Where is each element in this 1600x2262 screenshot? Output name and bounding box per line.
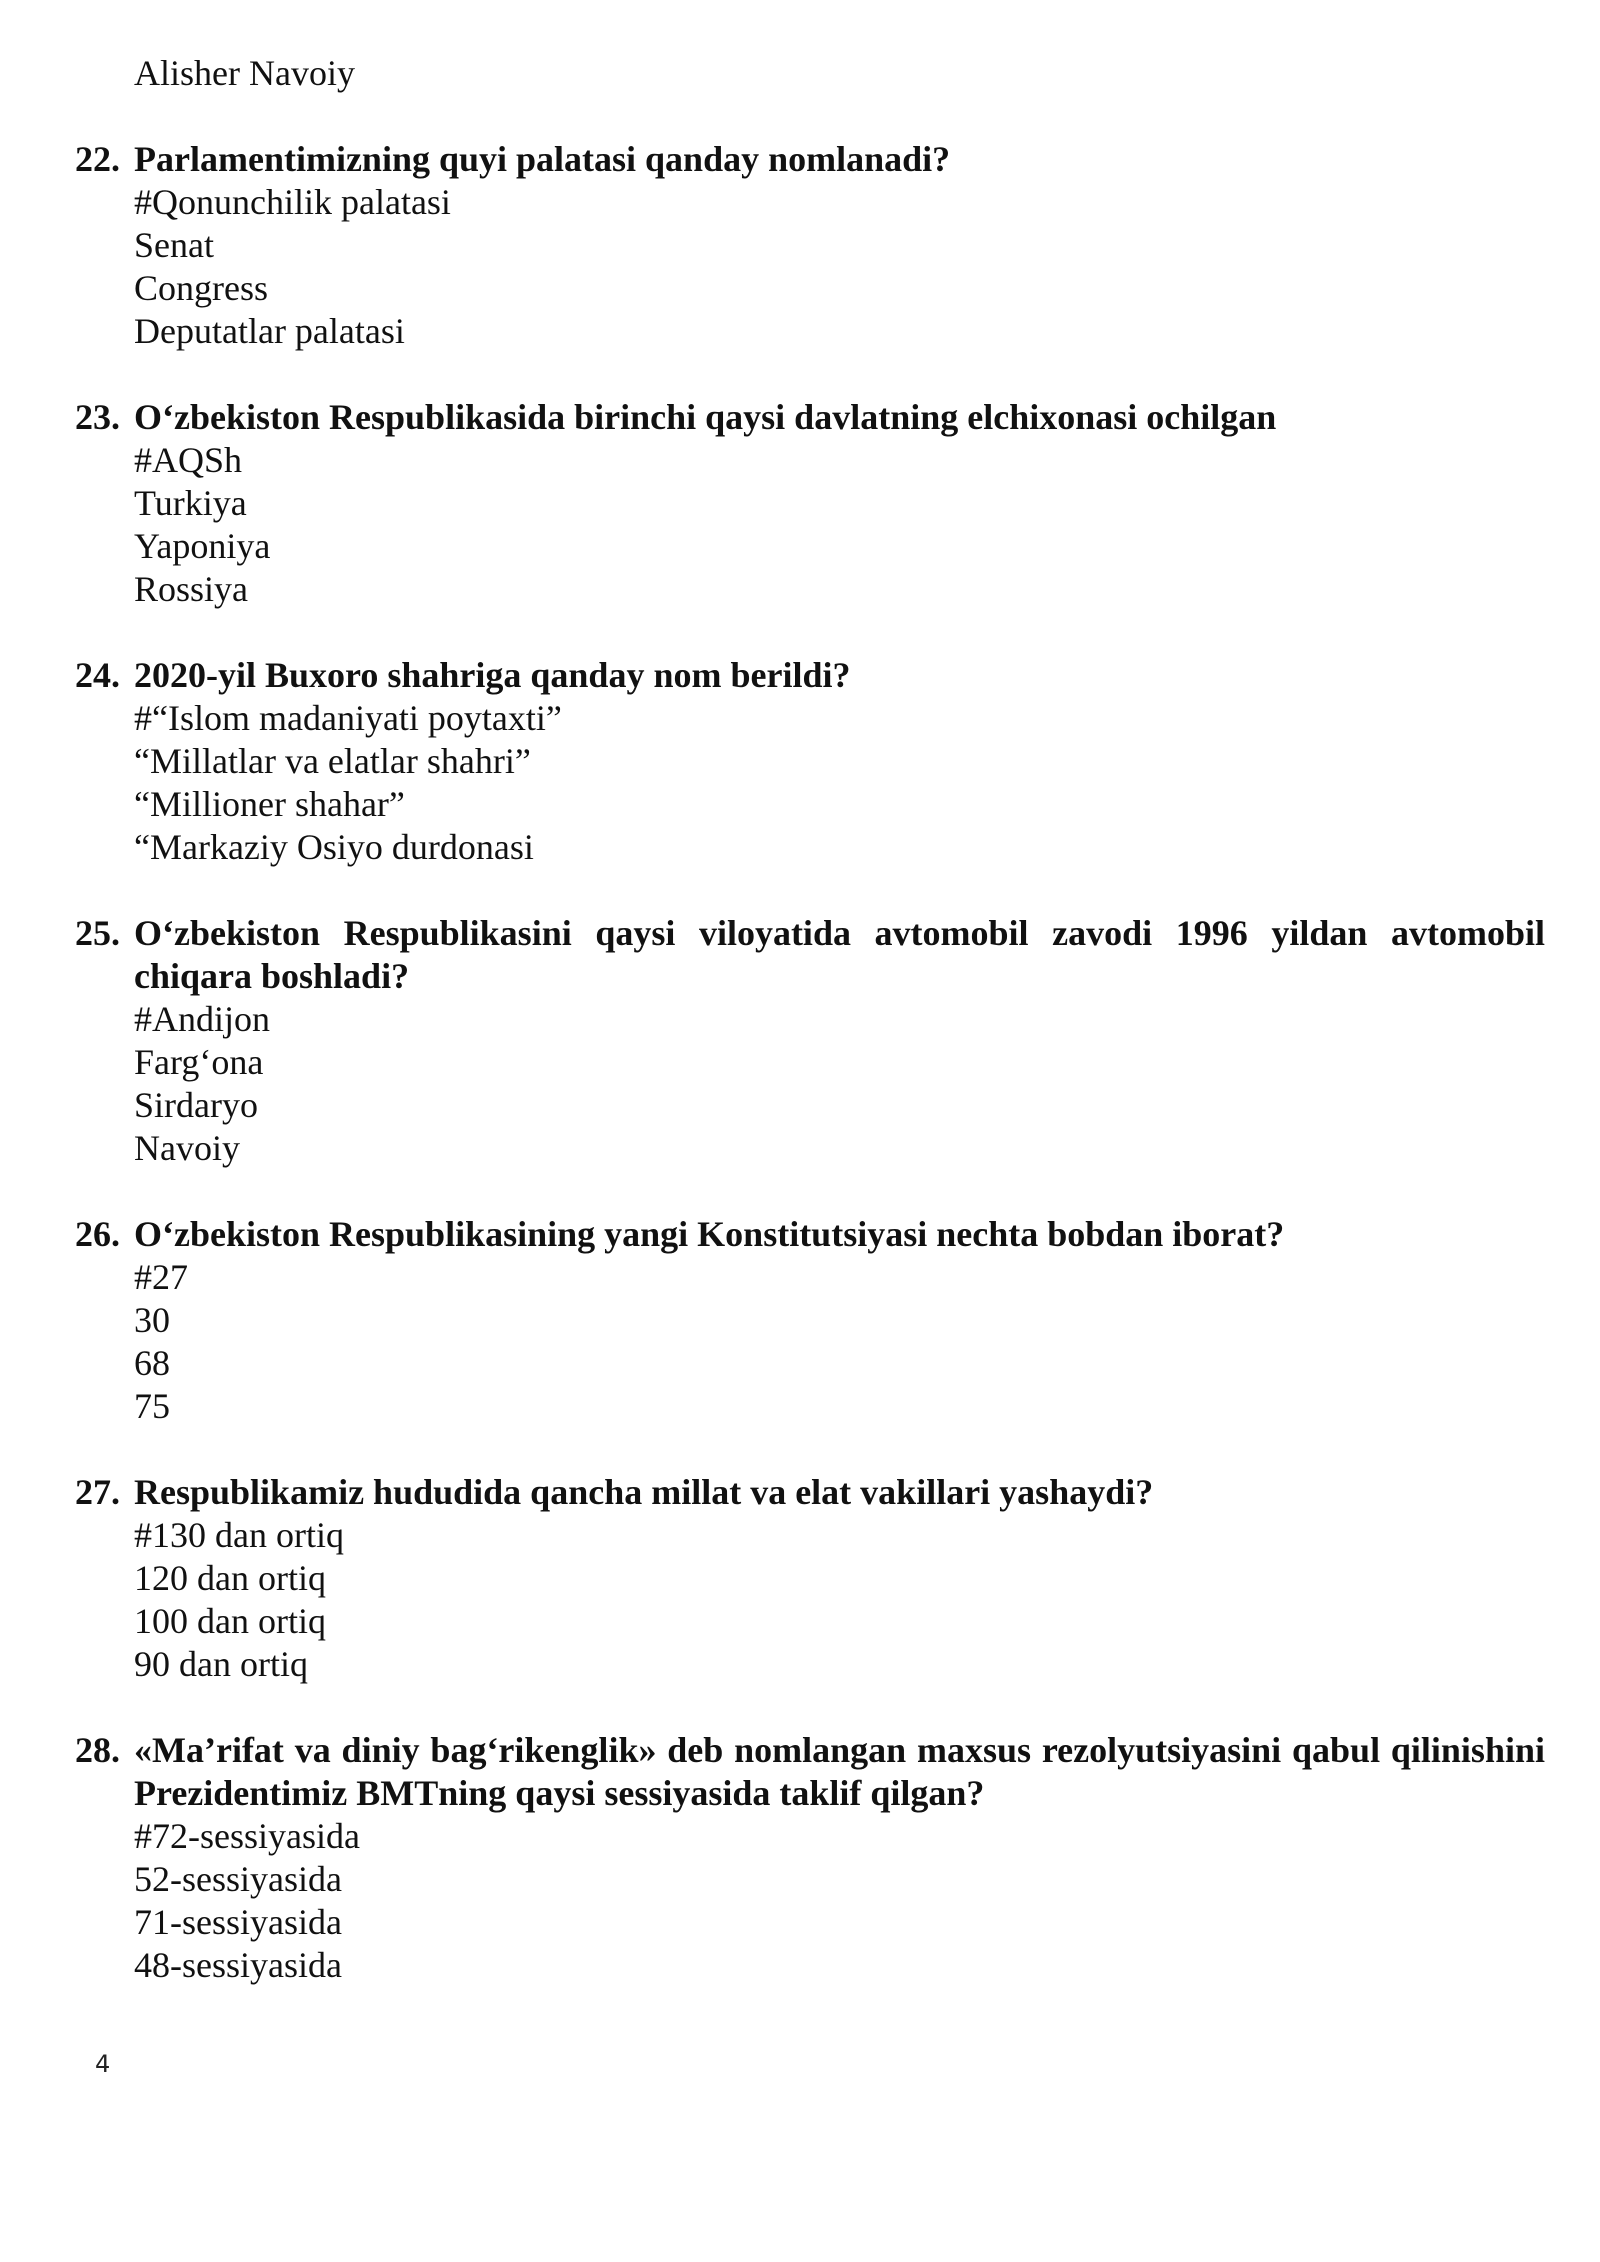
question-number: 24.: [75, 655, 120, 695]
answer-option: “Millatlar va elatlar shahri”: [134, 741, 531, 781]
answer-option: Sirdaryo: [134, 1085, 258, 1125]
answer-option: Farg‘ona: [134, 1042, 264, 1082]
question-number: 23.: [75, 397, 120, 437]
answer-option: Rossiya: [134, 569, 249, 609]
answer-option-correct: #“Islom madaniyati poytaxti”: [134, 698, 562, 738]
answer-option: Turkiya: [134, 483, 247, 523]
answer-option: “Millioner shahar”: [134, 784, 405, 824]
answer-option: 68: [134, 1343, 170, 1383]
question-block: [75, 1729, 1545, 1987]
question-line: [75, 1729, 1545, 1815]
answer-option: 75: [134, 1386, 170, 1426]
question-block: [75, 396, 1545, 611]
answer-option-correct: #130 dan ortiq: [134, 1515, 344, 1555]
answer-option: 90 dan ortiq: [134, 1644, 308, 1684]
question-number: 27.: [75, 1472, 120, 1512]
question-line: [75, 1213, 1545, 1256]
answer-option: “Markaziy Osiyo durdonasi: [134, 827, 534, 867]
question-number: 22.: [75, 139, 120, 179]
answer-options: [75, 181, 1545, 353]
answer-option: Navoiy: [134, 1128, 240, 1168]
question-line: [75, 1471, 1545, 1514]
question-list: [75, 138, 1545, 1987]
question-text: Parlamentimizning quyi palatasi qanday nomlanadi?: [134, 139, 951, 179]
answer-option: 48-sessiyasida: [134, 1945, 342, 1985]
answer-option: Yaponiya: [134, 526, 271, 566]
answer-options: [75, 998, 1545, 1170]
answer-option: 100 dan ortiq: [134, 1601, 326, 1641]
question-text: Respublikamiz hududida qancha millat va elat vakillari yashaydi?: [134, 1472, 1154, 1512]
page-content: [75, 52, 1545, 1987]
question-line: [75, 396, 1545, 439]
question-text: O‘zbekiston Respublikasida birinchi qaysi davlatning elchixonasi ochilgan: [134, 397, 1277, 437]
answer-option-correct: #Qonunchilik palatasi: [134, 182, 451, 222]
question-line: [75, 654, 1545, 697]
question-block: [75, 654, 1545, 869]
carryover-answer: Alisher Navoiy: [134, 53, 355, 93]
answer-option-correct: #Andijon: [134, 999, 271, 1039]
answer-option: 71-sessiyasida: [134, 1902, 342, 1942]
answer-option: Senat: [134, 225, 214, 265]
question-block: [75, 1213, 1545, 1428]
question-text: 2020-yil Buxoro shahriga qanday nom berildi?: [134, 655, 851, 695]
answer-options: [75, 1815, 1545, 1987]
question-number: 25.: [75, 913, 120, 953]
answer-options: [75, 439, 1545, 611]
question-text: O‘zbekiston Respublikasini qaysi viloyatida avtomobil zavodi 1996 yildan avtomobil chiqara boshladi?: [134, 913, 1545, 996]
answer-option: 52-sessiyasida: [134, 1859, 342, 1899]
answer-option: 30: [134, 1300, 170, 1340]
question-text: «Ma’rifat va diniy bag‘rikenglik» deb nomlangan maxsus rezolyutsiyasini qabul qilinishini Prezidentimiz BMTning qaysi sessiyasida taklif qilgan?: [134, 1730, 1545, 1813]
answer-option-correct: #AQSh: [134, 440, 243, 480]
page-number: 4: [95, 2050, 111, 2078]
answer-option: Congress: [134, 268, 268, 308]
question-block: [75, 138, 1545, 353]
question-number: 28.: [75, 1730, 120, 1770]
question-line: [75, 138, 1545, 181]
answer-option-correct: #72-sessiyasida: [134, 1816, 360, 1856]
answer-option-correct: #27: [134, 1257, 188, 1297]
question-block: [75, 1471, 1545, 1686]
answer-option: Deputatlar palatasi: [134, 311, 405, 351]
question-number: 26.: [75, 1214, 120, 1254]
answer-options: [75, 697, 1545, 869]
answer-option: 120 dan ortiq: [134, 1558, 326, 1598]
question-text: O‘zbekiston Respublikasining yangi Konstitutsiyasi nechta bobdan iborat?: [134, 1214, 1285, 1254]
question-block: [75, 912, 1545, 1170]
answer-options: [75, 1256, 1545, 1428]
answer-options: [75, 1514, 1545, 1686]
question-line: [75, 912, 1545, 998]
